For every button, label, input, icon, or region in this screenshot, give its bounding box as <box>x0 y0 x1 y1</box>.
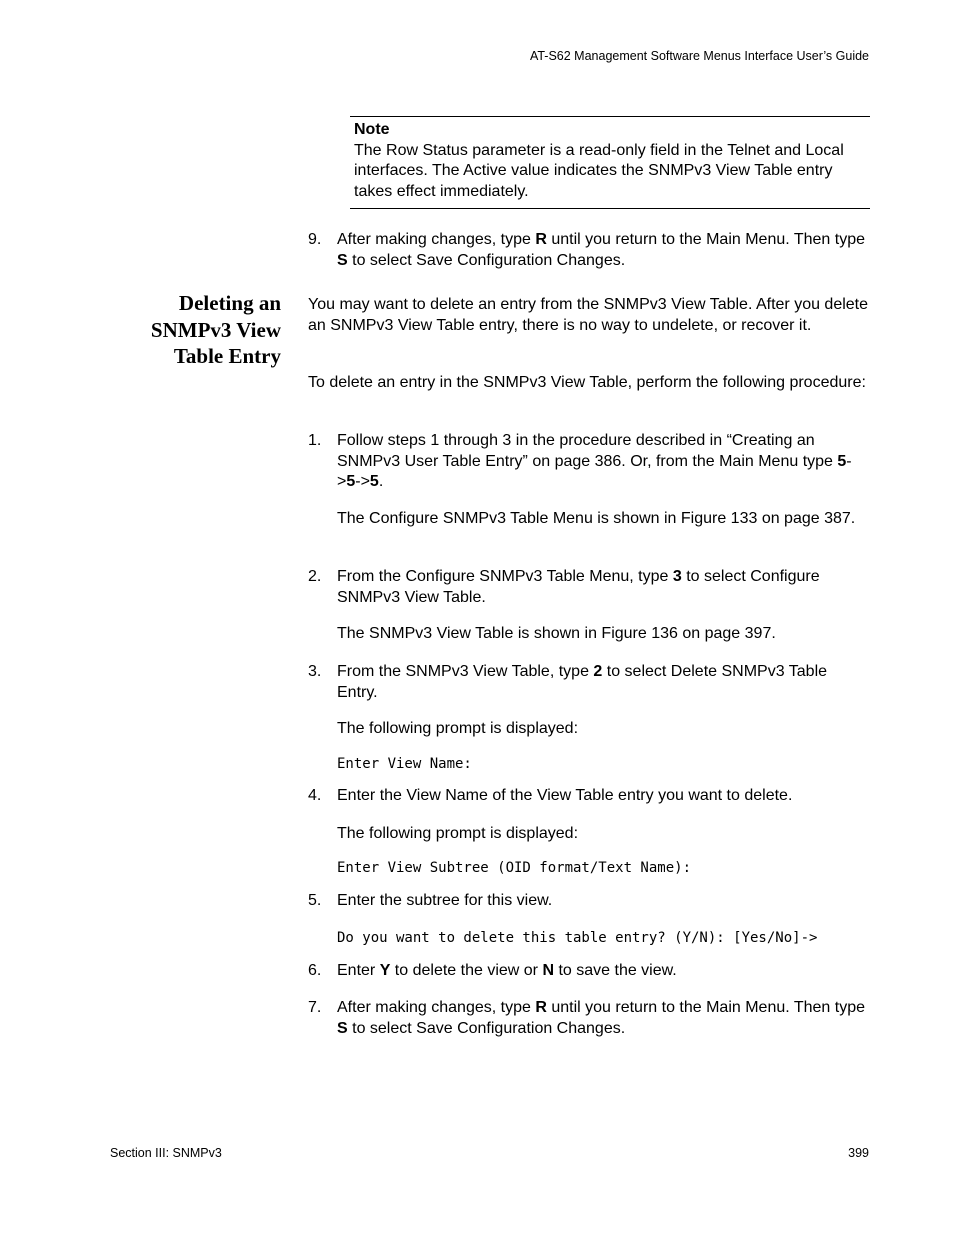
step-number: 7. <box>308 999 322 1016</box>
step-subtext: The following prompt is displayed: <box>337 720 579 737</box>
note-body: The Row Status parameter is a read-only field in the Telnet and Local interfaces. The Active value indicates the SNMPv3 View Table entry takes effect immediately. <box>354 142 844 200</box>
step-subtext: The SNMPv3 View Table is shown in Figure 136 on page 397. <box>337 625 776 642</box>
intro-paragraph: To delete an entry in the SNMPv3 View Table, perform the following procedure: <box>308 374 866 391</box>
step-text: From the Configure SNMPv3 Table Menu, type 3 to select Configure SNMPv3 View Table. <box>337 568 820 606</box>
step-number: 4. <box>308 787 322 804</box>
footer-section: Section III: SNMPv3 <box>110 1146 222 1160</box>
running-header: AT-S62 Management Software Menus Interface User’s Guide <box>529 49 869 63</box>
note-title: Note <box>354 121 390 138</box>
step-number: 6. <box>308 962 322 979</box>
prompt-code: Do you want to delete this table entry? (Y/N): [Yes/No]-> <box>337 930 818 946</box>
step-text: Enter the subtree for this view. <box>337 892 553 909</box>
step-number: 5. <box>308 892 322 909</box>
step-text: Follow steps 1 through 3 in the procedure described in “Creating an SNMPv3 User Table Entry” on page 386. Or, from the Main Menu type 5->5->5. <box>337 432 852 491</box>
prompt-code: Enter View Name: <box>337 756 472 772</box>
page-number: 399 <box>848 1146 869 1160</box>
step-text: After making changes, type R until you return to the Main Menu. Then type S to select Save Configuration Changes. <box>337 999 865 1037</box>
note-box <box>350 116 870 209</box>
step-number: 3. <box>308 663 322 680</box>
step-number: 2. <box>308 568 322 585</box>
step-text: From the SNMPv3 View Table, type 2 to select Delete SNMPv3 Table Entry. <box>337 663 828 701</box>
step-subtext: The following prompt is displayed: <box>337 825 579 842</box>
step-number: 9. <box>308 231 322 248</box>
step-subtext: The Configure SNMPv3 Table Menu is shown in Figure 133 on page 387. <box>337 510 856 527</box>
step-text: After making changes, type R until you return to the Main Menu. Then type S to select Save Configuration Changes. <box>337 231 865 269</box>
section-heading: Deleting an SNMPv3 View Table Entry <box>150 291 281 368</box>
prompt-code: Enter View Subtree (OID format/Text Name): <box>337 860 692 876</box>
step-text: Enter the View Name of the View Table entry you want to delete. <box>337 787 793 804</box>
intro-paragraph: You may want to delete an entry from the SNMPv3 View Table. After you delete an SNMPv3 View Table entry, there is no way to undelete, or recover it. <box>308 296 869 334</box>
step-number: 1. <box>308 432 322 449</box>
step-text: Enter Y to delete the view or N to save the view. <box>337 962 677 979</box>
